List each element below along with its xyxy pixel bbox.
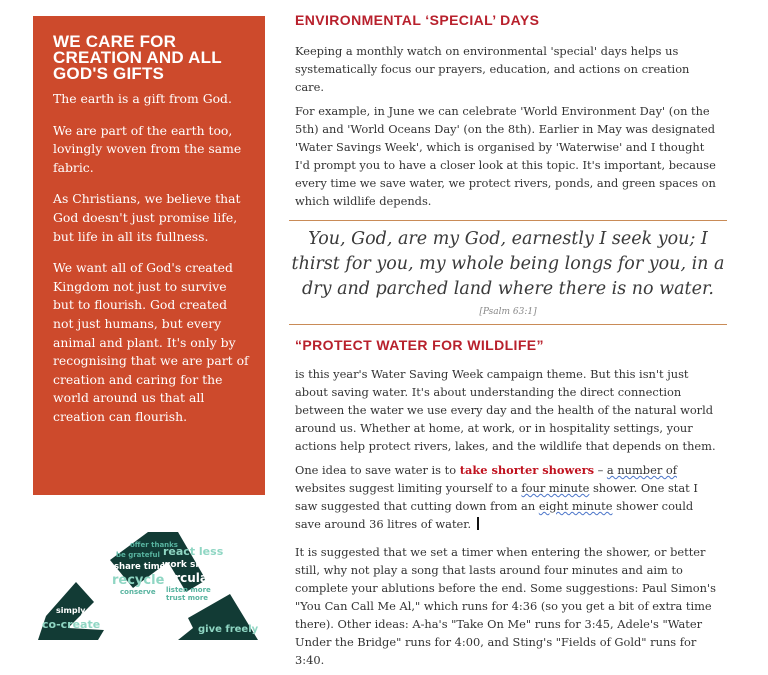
special-days-paragraph-2: For example, in June we can celebrate 'World Environment Day' (on the 5th) and 'World Oceans Day' (on the 8th). Earlier in May was designated 'Water Savings Week', which is organised by 'Waterwise' and I thought I'd prompt you to have a closer look at this topic. It's important, because every time we save water, we protect rivers, ponds, and green spaces on which wildlife depends.	[295, 104, 716, 208]
sidebar-paragraph-2: We are part of the earth too, lovingly woven from the same fabric.	[53, 122, 242, 175]
main-column	[291, 12, 725, 675]
wordcloud-word: conserve	[120, 588, 156, 596]
quote-reference: [Psalm 63:1]	[479, 307, 537, 317]
text-run: shower could save around 36 litres of water.	[295, 499, 694, 531]
text-run: shower. One stat I saw suggested that cutting down from an	[295, 481, 698, 513]
sidebar-title: WE CARE FOR CREATION AND ALL GOD'S GIFTS	[53, 32, 222, 83]
wordcloud-word: give freely	[198, 624, 259, 635]
wordcloud-word: trust more	[166, 594, 209, 602]
protect-water-paragraph-3: It is suggested that we set a timer when entering the shower, or better still, why not play a song that lasts around four minutes and aim to complete your ablutions before the end. Some suggestions: Paul Simon's "You Can Call Me Al," which runs for 4:36 (so you get a bit of extra time there). Other ideas: A-ha's "Take On Me" runs for 3:45, Adele's "Water Under the Bridge" runs for 4:00, and Sting's "Fields of Gold" runs for 3:40.	[295, 545, 716, 667]
section-heading-special-days: ENVIRONMENTAL ‘SPECIAL’ DAYS	[295, 12, 540, 28]
spellcheck-underline[interactable]: four minute	[521, 481, 590, 495]
protect-water-paragraph-1: is this year's Water Saving Week campaign theme. But this isn't just about saving water. It's about understanding the direct connection between the water we use every day and the health of the natural world around us. Whether at home, at work, or in hospitality settings, your actions help protect rivers, lakes, and the wildlife that depends on them.	[295, 367, 716, 453]
recycle-wordcloud-image	[28, 520, 268, 640]
wordcloud-word: circulate	[163, 571, 222, 585]
text-run: –	[593, 463, 607, 477]
section-heading-protect-water: “PROTECT WATER FOR WILDLIFE”	[295, 337, 544, 353]
spellcheck-underline[interactable]: eight minute	[538, 499, 613, 513]
spellcheck-underline[interactable]: a number of	[606, 463, 677, 477]
special-days-paragraph-1: Keeping a monthly watch on environmental 'special' days helps us systematically focus our prayers, education, and actions on creation care.	[295, 44, 690, 94]
sidebar-paragraph-3: As Christians, we believe that God doesn't just promise life, but life in all its fullness.	[53, 191, 241, 244]
sidebar-paragraph-4: We want all of God's created Kingdom not just to survive but to flourish. God created not just humans, but every animal and plant. It's only by recognising that we are part of creation and caring for the world around us that all creation can flourish.	[53, 260, 249, 424]
text-run: websites suggest limiting yourself to a	[295, 481, 522, 495]
text-cursor	[477, 517, 479, 530]
emphasis-shorter-showers: take shorter showers	[459, 463, 594, 477]
wordcloud-word: co-create	[42, 618, 101, 631]
wordcloud-word: work share	[162, 560, 219, 570]
text-run: One idea to save water is to	[295, 463, 460, 477]
wordcloud-word: recycle	[112, 573, 165, 588]
wordcloud-word: simply be	[56, 606, 100, 615]
wordcloud-word: offer thanks	[130, 541, 178, 549]
protect-water-paragraph-2	[295, 461, 721, 533]
sidebar-panel	[33, 16, 265, 495]
wordcloud-word: listen more	[166, 586, 211, 594]
wordcloud-word: react less	[163, 545, 224, 558]
wordcloud-word: share time	[114, 562, 166, 572]
scripture-quote	[289, 220, 727, 325]
quote-text: You, God, are my God, earnestly I seek you; I thirst for you, my whole being longs for you, in a dry and parched land where there is no water.	[291, 229, 725, 299]
wordcloud-word: be grateful	[116, 551, 160, 559]
sidebar-paragraph-1: The earth is a gift from God.	[53, 91, 232, 106]
